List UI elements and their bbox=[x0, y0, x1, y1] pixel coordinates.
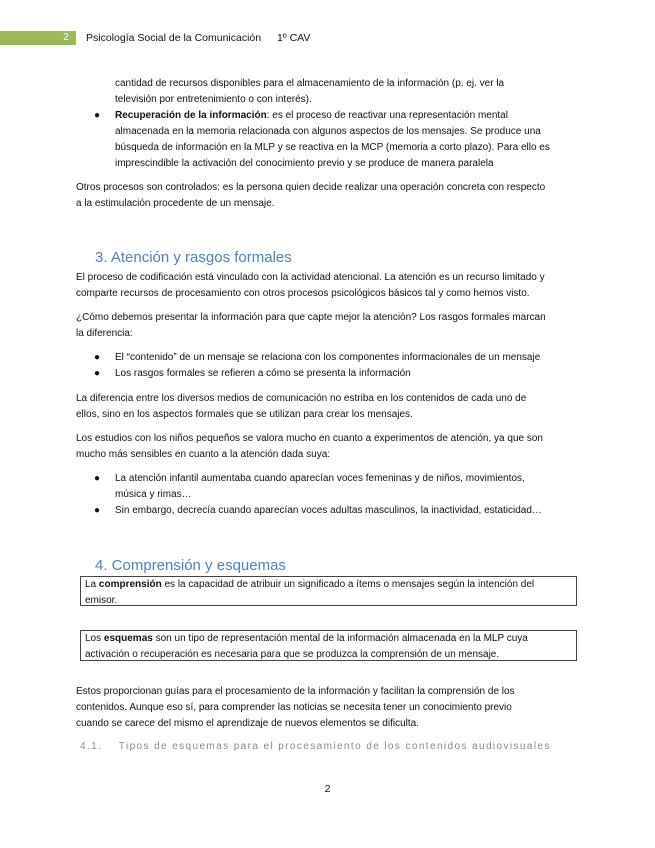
section-heading-4: 4. Comprensión y esquemas bbox=[95, 557, 286, 574]
paragraph: El proceso de codificación está vinculado con la actividad atencional. La atención es un recurso limitado y comparte recursos de procesamiento con otros procesos psicológicos básicos tal y como hemos visto. bbox=[76, 272, 545, 299]
bullet-icon: ● bbox=[94, 110, 101, 121]
subsection-heading-4-1: 4.1. Tipos de esquemas para el procesamiento de los contenidos audiovisuales bbox=[80, 741, 551, 752]
bullet-icon: ● bbox=[94, 352, 101, 363]
footer-page-number: 2 bbox=[324, 783, 331, 795]
list-item: Sin embargo, decrecía cuando aparecían voces adultas masculinos, la inactividad, estaticidad… bbox=[115, 505, 542, 516]
header-page-number: 2 bbox=[63, 32, 69, 43]
paragraph: ¿Cómo debemos presentar la información para que capte mejor la atención? Los rasgos formales marcan la diferencia: bbox=[76, 312, 546, 339]
paragraph: Los estudios con los niños pequeños se valora mucho en cuanto a experimentos de atención, ya que son mucho más sensibles en cuanto a la atención dada suya: bbox=[76, 433, 543, 460]
header-title: Psicología Social de la Comunicación bbox=[86, 32, 262, 44]
paragraph: Estos proporcionan guías para el procesamiento de la información y facilitan la comprensión de los contenidos. Aunque eso sí, para comprender las noticias se necesita tener un conocimiento previo cuando se carece del mismo el aprendizaje de nuevos elementos se dificulta. bbox=[76, 686, 515, 729]
list-item-continuation: cantidad de recursos disponibles para el almacenamiento de la información (p. ej. ver la televisión por entretenimiento o con interés). bbox=[115, 78, 505, 105]
section-heading-3: 3. Atención y rasgos formales bbox=[95, 249, 292, 266]
list-item: La atención infantil aumentaba cuando aparecían voces femeninas y de niños, movimientos, música y rimas… bbox=[115, 473, 525, 500]
bullet-icon: ● bbox=[94, 473, 101, 484]
definition-box-esquemas: Los esquemas son un tipo de representación mental de la información almacenada en la MLP cuya activación o recuperación es necesaria para que se produzca la comprensión de un mensaje. bbox=[80, 630, 577, 661]
bullet-icon: ● bbox=[94, 368, 101, 379]
list-item: Los rasgos formales se refieren a cómo se presenta la información bbox=[115, 368, 411, 379]
list-item-recuperacion: Recuperación de la información: es el proceso de reactivar una representación mental almacenada en la memoria relacionada con algunos aspectos de los mensajes. Se produce una búsqueda de información en la MLP y se reactiva en la MCP (memoria a corto plazo). Para ello es imprescindible la activación del conocimiento previo y se produce de manera paralela bbox=[115, 110, 550, 169]
bullet-icon: ● bbox=[94, 505, 101, 516]
paragraph: Otros procesos son controlados: es la persona quien decide realizar una operación concreta con respecto a la estimulación procedente de un mensaje. bbox=[76, 182, 546, 209]
definition-box-comprension: La comprensión es la capacidad de atribuir un significado a ítems o mensajes según la intención del emisor. bbox=[80, 576, 577, 606]
list-item: El “contenido” de un mensaje se relaciona con los componentes informacionales de un mensaje bbox=[115, 352, 541, 363]
header-course: 1º CAV bbox=[277, 32, 311, 44]
paragraph: La diferencia entre los diversos medios de comunicación no estriba en los contenidos de cada uno de ellos, sino en los aspectos formales que se utilizan para crear los mensajes. bbox=[76, 393, 527, 420]
